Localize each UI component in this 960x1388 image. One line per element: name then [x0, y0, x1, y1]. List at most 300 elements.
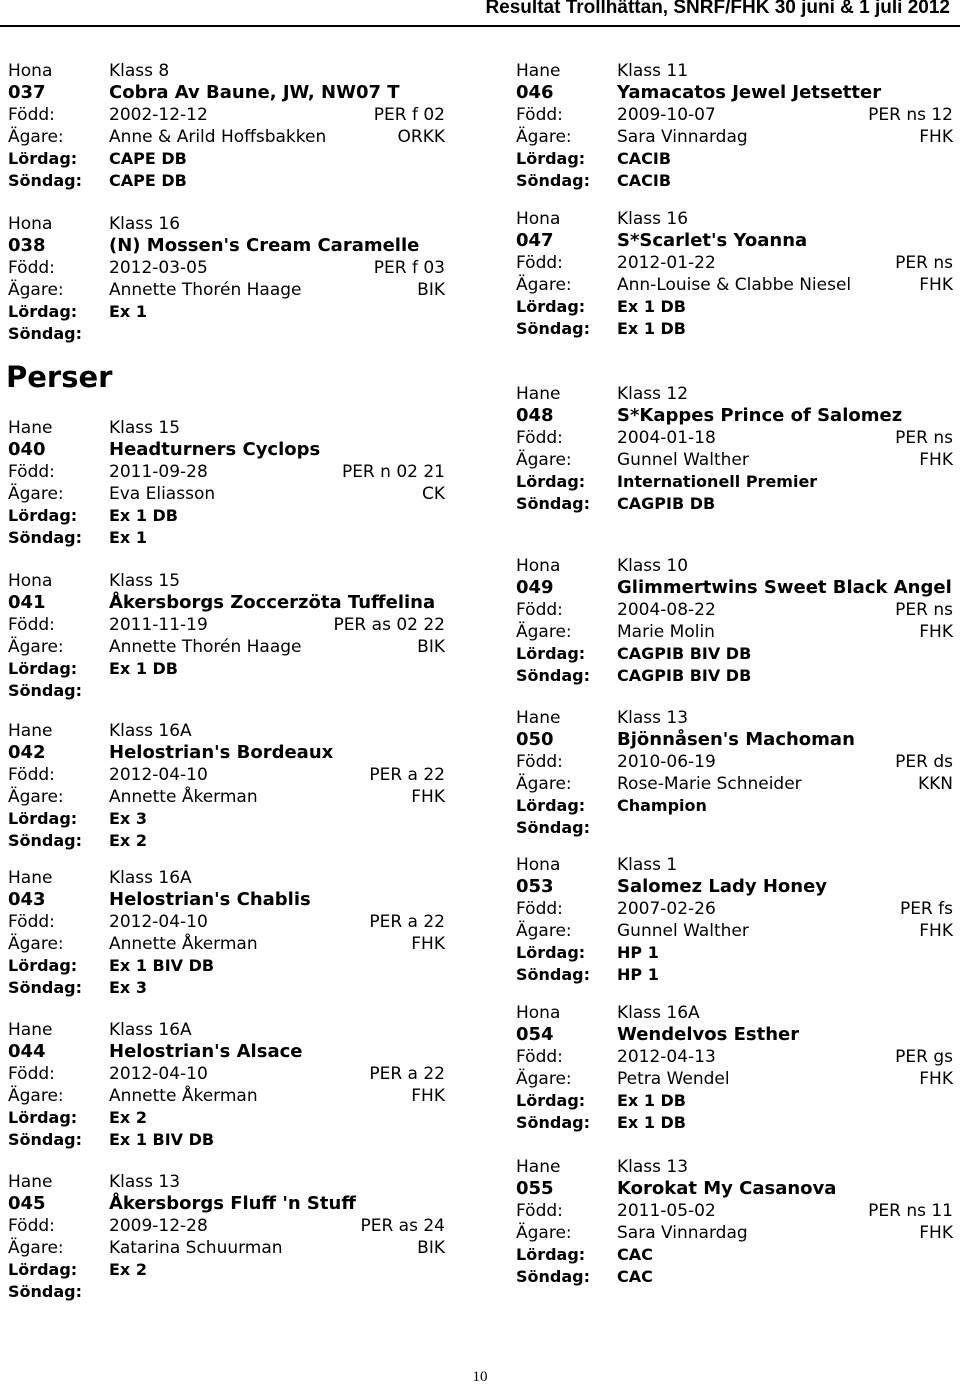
saturday-result: CAPE DB	[109, 149, 187, 168]
sunday-result: CAGPIB DB	[617, 494, 716, 513]
cat-name-row	[508, 577, 953, 599]
sunday-label: Söndag:	[516, 818, 591, 837]
cat-number: 053	[516, 876, 554, 897]
sunday-row	[0, 527, 445, 549]
sex-label: Hane	[8, 1020, 53, 1040]
class-label: Klass 13	[617, 708, 689, 728]
sunday-row	[508, 1112, 953, 1134]
sunday-row	[508, 170, 953, 192]
born-label: Född:	[8, 615, 55, 635]
saturday-label: Lördag:	[8, 302, 78, 321]
sunday-row	[508, 493, 953, 515]
sunday-row	[508, 665, 953, 687]
cat-entry	[508, 854, 953, 986]
owner-row	[508, 126, 953, 148]
sex-class-row	[508, 1002, 953, 1024]
born-date: 2010-06-19	[617, 752, 716, 772]
cat-name: Korokat My Casanova	[617, 1178, 837, 1199]
sex-label: Hane	[516, 1157, 561, 1177]
saturday-label: Lördag:	[516, 796, 586, 815]
breed-code: PER as 24	[360, 1216, 445, 1236]
sunday-row	[0, 170, 445, 192]
saturday-label: Lördag:	[516, 1245, 586, 1264]
owner-row	[508, 1222, 953, 1244]
breed-code: PER a 22	[369, 1064, 445, 1084]
born-date: 2011-11-19	[109, 615, 208, 635]
cat-number: 055	[516, 1178, 554, 1199]
born-row	[508, 427, 953, 449]
cat-number: 044	[8, 1041, 46, 1062]
cat-entry	[0, 60, 445, 192]
owner-row	[508, 920, 953, 942]
saturday-result: CACIB	[617, 149, 672, 168]
sunday-result: Ex 1	[109, 528, 147, 547]
owner-label: Ägare:	[8, 484, 64, 504]
owner-row	[0, 126, 445, 148]
sex-label: Hona	[8, 61, 53, 81]
sunday-row	[0, 680, 445, 702]
owner-row	[0, 786, 445, 808]
cat-name-row	[0, 742, 445, 764]
owner-row	[508, 1068, 953, 1090]
owner-label: Ägare:	[8, 787, 64, 807]
owner-club: KKN	[917, 774, 953, 794]
sunday-label: Söndag:	[516, 1267, 591, 1286]
saturday-result: Champion	[617, 796, 707, 815]
saturday-result: Internationell Premier	[617, 472, 818, 491]
sex-class-row	[0, 213, 445, 235]
owner-label: Ägare:	[516, 275, 572, 295]
sunday-row	[0, 1129, 445, 1151]
header-rule	[0, 25, 960, 27]
born-date: 2002-12-12	[109, 105, 208, 125]
cat-number: 054	[516, 1024, 554, 1045]
sunday-label: Söndag:	[8, 1130, 83, 1149]
born-date: 2012-04-10	[109, 765, 208, 785]
owner-label: Ägare:	[516, 450, 572, 470]
cat-number: 049	[516, 577, 554, 598]
owner-label: Ägare:	[8, 934, 64, 954]
sunday-result: Ex 1 DB	[617, 1113, 686, 1132]
cat-name-row	[0, 1193, 445, 1215]
sunday-row	[0, 830, 445, 852]
born-label: Född:	[8, 765, 55, 785]
sex-class-row	[0, 867, 445, 889]
born-date: 2009-12-28	[109, 1216, 208, 1236]
owner-label: Ägare:	[8, 1238, 64, 1258]
born-label: Född:	[8, 258, 55, 278]
owner-name: Anne & Arild Hoffsbakken	[109, 127, 327, 147]
sex-label: Hane	[8, 1172, 53, 1192]
sex-class-row	[508, 854, 953, 876]
page-header	[0, 0, 960, 28]
sunday-label: Söndag:	[8, 1282, 83, 1301]
class-label: Klass 12	[617, 384, 689, 404]
owner-club: FHK	[411, 1086, 445, 1106]
owner-label: Ägare:	[8, 1086, 64, 1106]
born-date: 2011-05-02	[617, 1201, 716, 1221]
saturday-row	[508, 1090, 953, 1112]
owner-label: Ägare:	[516, 774, 572, 794]
owner-label: Ägare:	[516, 1069, 572, 1089]
page-title: Resultat Trollhättan, SNRF/FHK 30 juni & 1 juli 2012	[485, 0, 950, 18]
cat-name: Åkersborgs Fluff 'n Stuff	[109, 1193, 356, 1214]
saturday-row	[0, 808, 445, 830]
born-row	[0, 461, 445, 483]
owner-label: Ägare:	[516, 1223, 572, 1243]
sunday-row	[508, 318, 953, 340]
saturday-result: CAC	[617, 1245, 653, 1264]
owner-name: Marie Molin	[617, 622, 715, 642]
class-label: Klass 15	[109, 418, 181, 438]
cat-entry	[0, 1019, 445, 1151]
cat-name: Helostrian's Bordeaux	[109, 742, 334, 763]
saturday-label: Lördag:	[8, 506, 78, 525]
breed-code: PER f 03	[373, 258, 445, 278]
born-date: 2012-04-10	[109, 1064, 208, 1084]
owner-club: FHK	[919, 1069, 953, 1089]
born-date: 2012-04-13	[617, 1047, 716, 1067]
owner-club: FHK	[919, 450, 953, 470]
owner-name: Petra Wendel	[617, 1069, 730, 1089]
born-row	[508, 252, 953, 274]
owner-club: BIK	[417, 280, 445, 300]
cat-name: Headturners Cyclops	[109, 439, 321, 460]
born-label: Född:	[516, 752, 563, 772]
owner-name: Gunnel Walther	[617, 450, 749, 470]
class-label: Klass 10	[617, 556, 689, 576]
saturday-result: Ex 1 DB	[617, 1091, 686, 1110]
saturday-row	[508, 148, 953, 170]
cat-name: Helostrian's Alsace	[109, 1041, 303, 1062]
cat-entry	[0, 570, 445, 702]
cat-name-row	[0, 592, 445, 614]
born-row	[508, 1046, 953, 1068]
breed-code: PER n 02 21	[341, 462, 445, 482]
owner-club: ORKK	[397, 127, 445, 147]
saturday-row	[508, 296, 953, 318]
saturday-row	[0, 301, 445, 323]
cat-name-row	[508, 1178, 953, 1200]
saturday-result: Ex 1 DB	[109, 659, 178, 678]
saturday-label: Lördag:	[8, 809, 78, 828]
born-date: 2004-01-18	[617, 428, 716, 448]
saturday-label: Lördag:	[8, 659, 78, 678]
owner-name: Annette Åkerman	[109, 787, 258, 807]
owner-row	[508, 773, 953, 795]
cat-entry	[508, 555, 953, 687]
sex-class-row	[508, 383, 953, 405]
cat-number: 037	[8, 82, 46, 103]
saturday-label: Lördag:	[516, 943, 586, 962]
cat-number: 046	[516, 82, 554, 103]
cat-name: Bjönnåsen's Machoman	[617, 729, 855, 750]
cat-name: (N) Mossen's Cream Caramelle	[109, 235, 420, 256]
cat-name: S*Scarlet's Yoanna	[617, 230, 808, 251]
cat-number: 038	[8, 235, 46, 256]
cat-name-row	[508, 729, 953, 751]
cat-entry	[0, 1171, 445, 1303]
owner-label: Ägare:	[8, 127, 64, 147]
saturday-result: CAGPIB BIV DB	[617, 644, 752, 663]
owner-club: BIK	[417, 637, 445, 657]
cat-entry	[0, 417, 445, 549]
sex-class-row	[508, 555, 953, 577]
born-row	[0, 764, 445, 786]
owner-club: FHK	[919, 127, 953, 147]
cat-name-row	[508, 405, 953, 427]
cat-number: 045	[8, 1193, 46, 1214]
cat-entry	[508, 208, 953, 340]
sunday-label: Söndag:	[516, 1113, 591, 1132]
sex-class-row	[508, 1156, 953, 1178]
sex-label: Hane	[8, 418, 53, 438]
saturday-row	[508, 1244, 953, 1266]
cat-name-row	[508, 1024, 953, 1046]
breed-code: PER ns	[895, 600, 953, 620]
saturday-row	[0, 148, 445, 170]
cat-entry	[0, 720, 445, 852]
owner-row	[0, 636, 445, 658]
owner-name: Katarina Schuurman	[109, 1238, 283, 1258]
owner-club: BIK	[417, 1238, 445, 1258]
born-label: Född:	[516, 600, 563, 620]
class-label: Klass 11	[617, 61, 689, 81]
cat-number: 041	[8, 592, 46, 613]
owner-name: Rose-Marie Schneider	[617, 774, 802, 794]
saturday-label: Lördag:	[516, 297, 586, 316]
born-label: Född:	[516, 428, 563, 448]
cat-entry	[0, 867, 445, 999]
born-label: Född:	[8, 1064, 55, 1084]
owner-name: Annette Thorén Haage	[109, 280, 302, 300]
sunday-row	[0, 323, 445, 345]
saturday-label: Lördag:	[8, 149, 78, 168]
class-label: Klass 16	[617, 209, 689, 229]
sunday-result: CAGPIB BIV DB	[617, 666, 752, 685]
owner-name: Sara Vinnardag	[617, 1223, 748, 1243]
class-label: Klass 1	[617, 855, 678, 875]
born-date: 2012-03-05	[109, 258, 208, 278]
born-date: 2007-02-26	[617, 899, 716, 919]
born-date: 2012-04-10	[109, 912, 208, 932]
sunday-row	[0, 1281, 445, 1303]
owner-name: Annette Åkerman	[109, 934, 258, 954]
sunday-result: Ex 3	[109, 978, 147, 997]
saturday-result: Ex 1	[109, 302, 147, 321]
class-label: Klass 16	[109, 214, 181, 234]
saturday-result: HP 1	[617, 943, 659, 962]
owner-row	[508, 621, 953, 643]
born-label: Född:	[516, 105, 563, 125]
saturday-row	[508, 643, 953, 665]
cat-name-row	[0, 82, 445, 104]
born-date: 2011-09-28	[109, 462, 208, 482]
owner-club: FHK	[919, 275, 953, 295]
sunday-result: Ex 1 BIV DB	[109, 1130, 215, 1149]
cat-number: 042	[8, 742, 46, 763]
owner-label: Ägare:	[516, 921, 572, 941]
born-row	[508, 1200, 953, 1222]
cat-entry	[508, 1156, 953, 1288]
owner-label: Ägare:	[516, 127, 572, 147]
cat-number: 050	[516, 729, 554, 750]
sex-label: Hona	[516, 209, 561, 229]
sunday-label: Söndag:	[8, 681, 83, 700]
sunday-label: Söndag:	[8, 324, 83, 343]
class-label: Klass 15	[109, 571, 181, 591]
owner-row	[0, 1085, 445, 1107]
breed-code: PER ds	[895, 752, 953, 772]
cat-name-row	[0, 439, 445, 461]
class-label: Klass 16A	[109, 1020, 192, 1040]
sex-label: Hane	[8, 721, 53, 741]
born-row	[0, 1063, 445, 1085]
sunday-result: Ex 1 DB	[617, 319, 686, 338]
saturday-row	[0, 1107, 445, 1129]
born-label: Född:	[8, 912, 55, 932]
owner-name: Gunnel Walther	[617, 921, 749, 941]
sex-class-row	[508, 707, 953, 729]
born-row	[508, 751, 953, 773]
owner-name: Sara Vinnardag	[617, 127, 748, 147]
sunday-row	[508, 817, 953, 839]
breed-code: PER ns 11	[868, 1201, 953, 1221]
cat-number: 048	[516, 405, 554, 426]
saturday-label: Lördag:	[8, 1108, 78, 1127]
cat-number: 043	[8, 889, 46, 910]
saturday-row	[0, 1259, 445, 1281]
breed-code: PER fs	[899, 899, 953, 919]
owner-name: Annette Åkerman	[109, 1086, 258, 1106]
cat-name: Yamacatos Jewel Jetsetter	[617, 82, 882, 103]
saturday-result: Ex 2	[109, 1108, 147, 1127]
saturday-row	[0, 505, 445, 527]
sunday-label: Söndag:	[516, 965, 591, 984]
class-label: Klass 13	[617, 1157, 689, 1177]
owner-row	[0, 483, 445, 505]
sunday-row	[508, 964, 953, 986]
cat-entry	[0, 213, 445, 345]
cat-entry	[508, 1002, 953, 1134]
breed-code: PER ns 12	[868, 105, 953, 125]
saturday-row	[508, 795, 953, 817]
cat-name: S*Kappes Prince of Salomez	[617, 405, 903, 426]
sex-label: Hona	[516, 556, 561, 576]
owner-row	[508, 449, 953, 471]
breed-code: PER as 02 22	[333, 615, 445, 635]
cat-entry	[508, 383, 953, 515]
cat-entry	[508, 60, 953, 192]
sunday-label: Söndag:	[516, 494, 591, 513]
sex-label: Hona	[8, 214, 53, 234]
sex-class-row	[0, 570, 445, 592]
saturday-label: Lördag:	[516, 472, 586, 491]
owner-club: FHK	[919, 921, 953, 941]
owner-row	[0, 933, 445, 955]
page-number: 10	[472, 1369, 488, 1385]
cat-name-row	[508, 876, 953, 898]
cat-entry	[508, 707, 953, 839]
owner-label: Ägare:	[8, 637, 64, 657]
sex-class-row	[0, 60, 445, 82]
cat-number: 040	[8, 439, 46, 460]
cat-name-row	[0, 235, 445, 257]
saturday-result: Ex 1 DB	[617, 297, 686, 316]
saturday-label: Lördag:	[8, 956, 78, 975]
owner-club: FHK	[411, 934, 445, 954]
born-label: Född:	[516, 899, 563, 919]
breed-code: PER f 02	[373, 105, 445, 125]
sunday-row	[0, 977, 445, 999]
born-label: Född:	[516, 1047, 563, 1067]
cat-name: Wendelvos Esther	[617, 1024, 800, 1045]
saturday-result: Ex 1 DB	[109, 506, 178, 525]
sunday-result: CAC	[617, 1267, 653, 1286]
cat-name: Helostrian's Chablis	[109, 889, 311, 910]
owner-club: CK	[421, 484, 445, 504]
sunday-label: Söndag:	[516, 666, 591, 685]
section-heading-perser: Perser	[6, 360, 113, 394]
born-row	[0, 614, 445, 636]
sunday-label: Söndag:	[516, 171, 591, 190]
breed-code: PER a 22	[369, 765, 445, 785]
born-row	[508, 898, 953, 920]
sunday-label: Söndag:	[8, 831, 83, 850]
sunday-result: CAPE DB	[109, 171, 187, 190]
sex-label: Hona	[516, 855, 561, 875]
sunday-label: Söndag:	[8, 528, 83, 547]
owner-club: FHK	[919, 1223, 953, 1243]
sex-class-row	[0, 720, 445, 742]
cat-name: Salomez Lady Honey	[617, 876, 828, 897]
born-label: Född:	[8, 1216, 55, 1236]
born-row	[508, 104, 953, 126]
owner-club: FHK	[411, 787, 445, 807]
saturday-label: Lördag:	[516, 644, 586, 663]
class-label: Klass 16A	[109, 721, 192, 741]
class-label: Klass 13	[109, 1172, 181, 1192]
class-label: Klass 16A	[617, 1003, 700, 1023]
owner-row	[508, 274, 953, 296]
cat-name: Glimmertwins Sweet Black Angel	[617, 577, 952, 598]
sex-class-row	[508, 60, 953, 82]
sex-label: Hane	[516, 384, 561, 404]
saturday-row	[508, 471, 953, 493]
saturday-result: Ex 1 BIV DB	[109, 956, 215, 975]
sex-label: Hona	[8, 571, 53, 591]
cat-name-row	[0, 1041, 445, 1063]
born-date: 2004-08-22	[617, 600, 716, 620]
saturday-label: Lördag:	[516, 149, 586, 168]
owner-row	[0, 1237, 445, 1259]
sex-class-row	[508, 208, 953, 230]
sex-class-row	[0, 417, 445, 439]
born-row	[0, 257, 445, 279]
born-label: Född:	[8, 105, 55, 125]
born-label: Född:	[8, 462, 55, 482]
class-label: Klass 8	[109, 61, 170, 81]
born-row	[0, 1215, 445, 1237]
owner-label: Ägare:	[8, 280, 64, 300]
cat-name: Cobra Av Baune, JW, NW07 T	[109, 82, 400, 103]
sunday-row	[508, 1266, 953, 1288]
saturday-label: Lördag:	[516, 1091, 586, 1110]
born-row	[0, 104, 445, 126]
born-date: 2009-10-07	[617, 105, 716, 125]
owner-club: FHK	[919, 622, 953, 642]
saturday-row	[0, 955, 445, 977]
